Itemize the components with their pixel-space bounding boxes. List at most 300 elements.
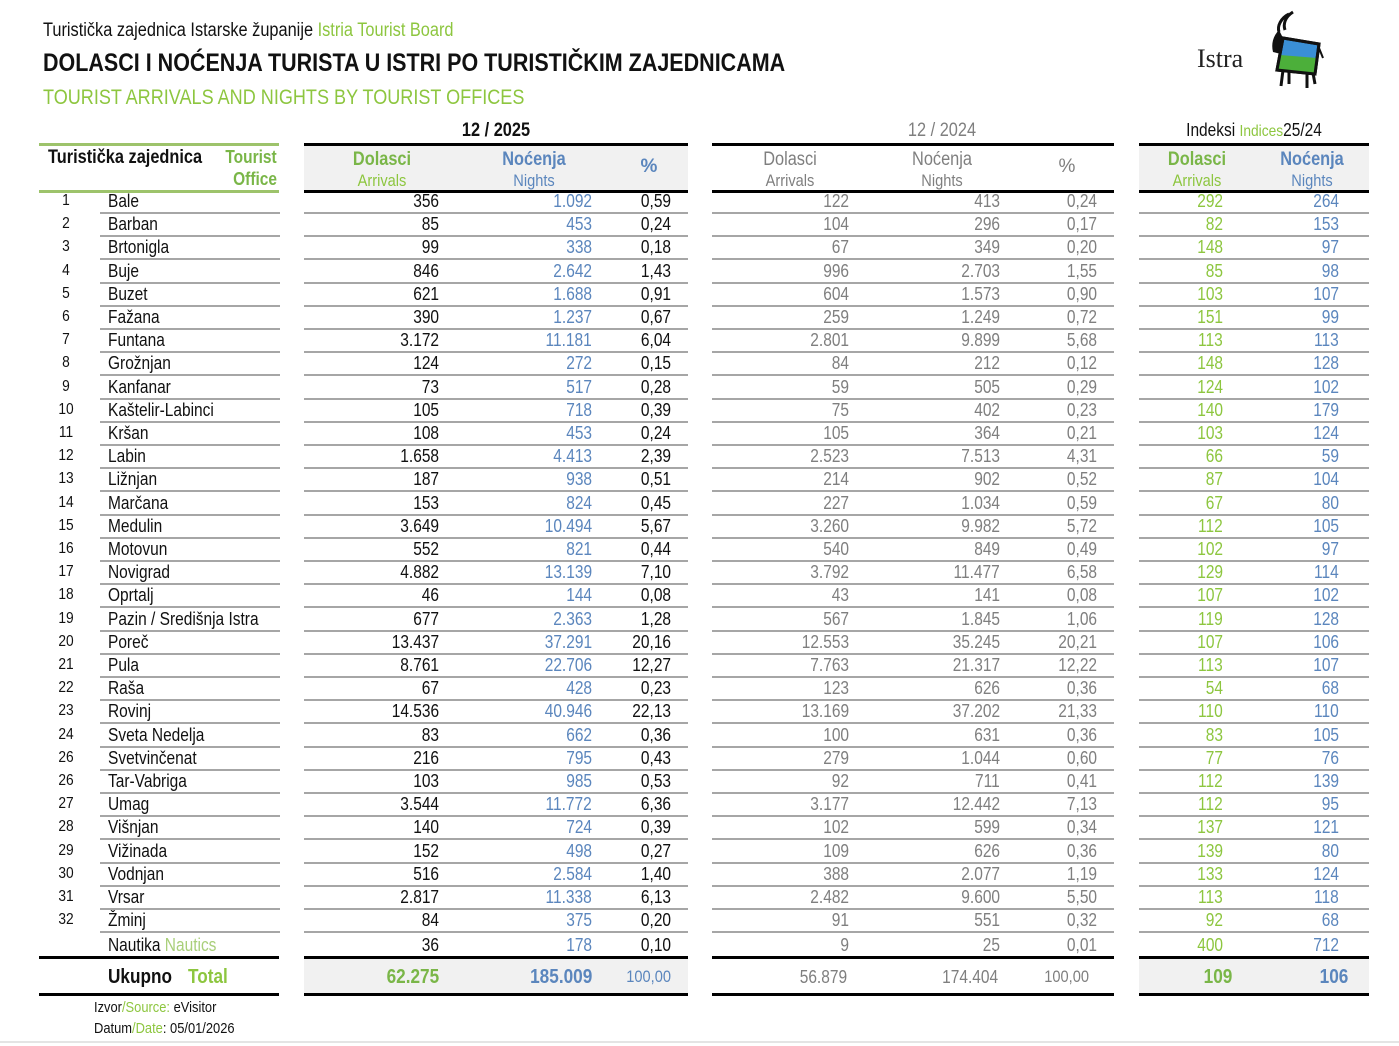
percent-2024: 21,33 bbox=[1058, 701, 1097, 722]
percent-2025: 0,23 bbox=[640, 678, 671, 699]
office-name: Pazin / Središnja Istra bbox=[108, 608, 259, 629]
nights-en: Nights bbox=[513, 171, 555, 190]
table-row bbox=[0, 399, 1399, 422]
row-number: 6 bbox=[62, 308, 70, 325]
office-header-en-1: Tourist bbox=[225, 147, 277, 167]
table-row bbox=[0, 608, 1399, 631]
row-number: 10 bbox=[58, 400, 74, 418]
arrivals-2025: 103 bbox=[413, 771, 439, 791]
table-row bbox=[0, 306, 1399, 329]
percent-2025: 0,27 bbox=[640, 840, 671, 861]
index-arrivals: 113 bbox=[1198, 887, 1223, 907]
office-name: Rovinj bbox=[108, 701, 152, 722]
percent-2024: 0,41 bbox=[1066, 771, 1097, 791]
date-value: 05/01/2026 bbox=[170, 1020, 235, 1037]
index-arrivals: 67 bbox=[1205, 492, 1223, 513]
table-row bbox=[0, 236, 1399, 259]
index-nights: 99 bbox=[1321, 307, 1339, 327]
index-nights: 139 bbox=[1313, 771, 1339, 791]
arrivals-2024: 84 bbox=[831, 353, 849, 374]
percent-2024: 0,49 bbox=[1066, 539, 1097, 559]
index-arrivals: 129 bbox=[1197, 562, 1223, 583]
row-number: 7 bbox=[62, 331, 70, 349]
percent-2024: 0,08 bbox=[1066, 585, 1097, 606]
table-row bbox=[0, 816, 1399, 839]
row-number: 28 bbox=[58, 818, 74, 836]
goat-logo-icon bbox=[1259, 8, 1329, 90]
percent-2024: 5,50 bbox=[1066, 887, 1097, 907]
office-name: Grožnjan bbox=[108, 353, 171, 374]
index-arrivals: 151 bbox=[1197, 307, 1223, 327]
arrivals-2025: 2.817 bbox=[400, 887, 439, 907]
organization-line bbox=[43, 20, 454, 42]
index-nights: 118 bbox=[1314, 887, 1339, 907]
organization-name-hr: Turistička zajednica Istarske županije bbox=[43, 20, 314, 41]
nights-2025: 2.363 bbox=[553, 608, 592, 629]
arrivals-hr-idx: Dolasci bbox=[1167, 149, 1227, 170]
arrivals-2025: 3.649 bbox=[400, 515, 439, 536]
nights-2025: 4.413 bbox=[553, 446, 592, 467]
arrivals-2024: 67 bbox=[831, 237, 849, 258]
row-number: 18 bbox=[58, 586, 74, 604]
total-index-arrivals: 109 bbox=[1203, 966, 1232, 988]
nights-2025: 718 bbox=[566, 399, 592, 420]
index-nights: 76 bbox=[1321, 747, 1339, 768]
nights-2024: 9.982 bbox=[961, 515, 1000, 536]
table-row bbox=[0, 492, 1399, 515]
nights-2025: 2.584 bbox=[553, 863, 592, 884]
percent-2025: 5,67 bbox=[640, 515, 671, 536]
nights-2025: 338 bbox=[566, 237, 592, 258]
index-nights: 105 bbox=[1313, 515, 1339, 536]
indices-label bbox=[1155, 120, 1353, 141]
index-arrivals: 292 bbox=[1197, 191, 1223, 211]
office-name: Pula bbox=[108, 655, 139, 675]
total-previous-box bbox=[712, 956, 1114, 996]
row-number: 8 bbox=[62, 354, 70, 372]
index-arrivals: 137 bbox=[1197, 817, 1223, 838]
index-arrivals: 103 bbox=[1197, 283, 1223, 304]
office-name: Tar-Vabriga bbox=[108, 771, 187, 791]
nights-2024: 141 bbox=[974, 585, 1000, 606]
table-row bbox=[0, 515, 1399, 538]
office-name: Poreč bbox=[108, 631, 149, 652]
row-number: 12 bbox=[58, 447, 74, 465]
percent-2024: 20,21 bbox=[1058, 631, 1097, 652]
total-percent-2024: 100,00 bbox=[1044, 967, 1089, 986]
indices-en: Indices bbox=[1239, 123, 1284, 140]
percent-2025: 1,28 bbox=[640, 608, 671, 629]
arrivals-2024: 3.792 bbox=[810, 562, 849, 583]
office-column-header bbox=[39, 143, 279, 193]
arrivals-hr-prev: Dolasci bbox=[763, 149, 817, 170]
arrivals-2025: 99 bbox=[421, 237, 439, 258]
percent-2024: 0,72 bbox=[1066, 307, 1097, 327]
nights-2024: 37.202 bbox=[952, 701, 1000, 722]
total-current-box bbox=[304, 956, 688, 996]
page-bottom-divider bbox=[0, 1041, 1399, 1043]
office-name: Vrsar bbox=[108, 887, 145, 907]
arrivals-2024: 109 bbox=[823, 840, 849, 861]
percent-2024: 0,20 bbox=[1066, 237, 1097, 258]
percent-2025: 0,24 bbox=[640, 214, 671, 235]
percent-2025: 0,39 bbox=[640, 399, 671, 420]
table-row bbox=[0, 213, 1399, 236]
percent-2025: 0,39 bbox=[640, 817, 671, 838]
office-name: Buje bbox=[108, 260, 139, 281]
index-arrivals: 148 bbox=[1197, 237, 1223, 258]
percent-2025: 0,18 bbox=[640, 237, 671, 258]
percent-2024: 0,23 bbox=[1066, 399, 1097, 420]
index-nights: 80 bbox=[1321, 492, 1339, 513]
row-divider bbox=[1139, 931, 1369, 933]
index-arrivals: 148 bbox=[1197, 353, 1223, 374]
arrivals-2024: 122 bbox=[823, 191, 849, 211]
percent-2025: 0,44 bbox=[640, 539, 671, 559]
organization-name-en: Istria Tourist Board bbox=[317, 20, 454, 41]
office-name: Žminj bbox=[108, 910, 146, 931]
row-number: 26 bbox=[58, 772, 74, 789]
index-nights: 107 bbox=[1313, 283, 1339, 304]
arrivals-2025: 846 bbox=[413, 260, 439, 281]
percent-2025: 0,36 bbox=[640, 724, 671, 745]
index-nights: 97 bbox=[1321, 539, 1339, 559]
nights-2024: 364 bbox=[974, 423, 1000, 443]
percent-2025: 20,16 bbox=[632, 631, 671, 652]
arrivals-2024: 91 bbox=[831, 910, 849, 931]
index-arrivals: 66 bbox=[1205, 446, 1223, 467]
arrivals-2024: 3.260 bbox=[810, 515, 849, 536]
index-arrivals: 83 bbox=[1205, 724, 1223, 745]
nights-2025: 37.291 bbox=[544, 631, 592, 652]
row-divider bbox=[304, 931, 688, 933]
total-arrivals-2025: 62.275 bbox=[386, 966, 439, 988]
index-arrivals: 110 bbox=[1198, 701, 1223, 722]
percent-2025: 0,59 bbox=[640, 191, 671, 211]
nights-2025: 11.181 bbox=[545, 330, 592, 351]
percent-2025: 0,53 bbox=[640, 771, 671, 791]
percent-2024: 7,13 bbox=[1066, 794, 1097, 815]
total-label-box bbox=[39, 956, 279, 996]
table-row bbox=[0, 677, 1399, 700]
nights-2025: 1.688 bbox=[553, 283, 592, 304]
nautics-hr: Nautika bbox=[108, 935, 161, 955]
arrivals-en: Arrivals bbox=[357, 171, 407, 190]
row-number: 19 bbox=[58, 609, 74, 627]
nights-2025: 985 bbox=[566, 771, 592, 791]
office-name: Fažana bbox=[108, 307, 160, 327]
row-number: 5 bbox=[62, 284, 70, 302]
nights-2025: 724 bbox=[566, 817, 592, 838]
arrivals-2024: 2.482 bbox=[810, 887, 849, 907]
source-en: Source bbox=[125, 999, 167, 1016]
total-nights-2025: 185.009 bbox=[529, 966, 592, 988]
percent-2025: 0,15 bbox=[640, 353, 671, 374]
row-number: 16 bbox=[58, 540, 74, 557]
indices-hr: Indeksi bbox=[1186, 120, 1236, 140]
arrivals-2024: 13.169 bbox=[801, 701, 849, 722]
index-arrivals: 77 bbox=[1205, 747, 1223, 768]
arrivals-header-indices bbox=[1147, 150, 1247, 190]
table-row bbox=[0, 793, 1399, 816]
index-nights: 59 bbox=[1321, 446, 1339, 467]
table-row bbox=[0, 909, 1399, 932]
nights-2024: 413 bbox=[974, 191, 1000, 211]
nights-hr-prev: Noćenja bbox=[912, 149, 972, 170]
index-nights: 68 bbox=[1321, 678, 1339, 699]
index-arrivals: 107 bbox=[1197, 585, 1223, 606]
percent-2025: 1,43 bbox=[640, 260, 671, 281]
index-nights: 68 bbox=[1321, 910, 1339, 931]
table-row bbox=[0, 422, 1399, 445]
percent-2024: 0,29 bbox=[1066, 376, 1097, 397]
percent-2025: 0,10 bbox=[640, 935, 671, 955]
office-name: Višnjan bbox=[108, 817, 159, 838]
nights-2024: 402 bbox=[974, 399, 1000, 420]
arrivals-2024: 227 bbox=[823, 492, 849, 513]
percent-2024: 0,52 bbox=[1066, 469, 1097, 490]
row-number: 32 bbox=[58, 911, 74, 929]
office-name: Buzet bbox=[108, 283, 148, 304]
row-number: 26 bbox=[58, 748, 74, 766]
arrivals-2024: 214 bbox=[823, 469, 849, 490]
nights-2025: 1.237 bbox=[553, 307, 592, 327]
arrivals-2024: 59 bbox=[831, 376, 849, 397]
nights-2025: 40.946 bbox=[544, 701, 592, 722]
arrivals-2025: 124 bbox=[413, 353, 439, 374]
arrivals-2024: 604 bbox=[823, 283, 849, 304]
total-arrivals-2024: 56.879 bbox=[799, 967, 847, 987]
percent-2024: 0,36 bbox=[1066, 724, 1097, 745]
total-label bbox=[108, 966, 234, 989]
percent-2024: 0,36 bbox=[1066, 840, 1097, 861]
index-nights: 102 bbox=[1313, 585, 1339, 606]
office-name: Raša bbox=[108, 678, 145, 699]
table-row bbox=[0, 631, 1399, 654]
nights-2024: 626 bbox=[974, 678, 1000, 699]
nights-2025: 11.338 bbox=[545, 887, 592, 907]
percent-2025: 7,10 bbox=[640, 562, 671, 583]
arrivals-2025: 84 bbox=[421, 910, 439, 931]
percent-2025: 0,28 bbox=[640, 376, 671, 397]
indices-ratio: 25/24 bbox=[1283, 120, 1322, 140]
index-nights: 98 bbox=[1321, 260, 1339, 281]
nights-en-prev: Nights bbox=[921, 171, 963, 190]
index-nights: 105 bbox=[1313, 724, 1339, 745]
nights-2024: 1.034 bbox=[961, 492, 1000, 513]
percent-header-previous: % bbox=[1058, 156, 1076, 177]
nights-2024: 631 bbox=[974, 724, 1000, 745]
arrivals-2024: 3.177 bbox=[810, 794, 849, 815]
row-divider bbox=[100, 931, 280, 933]
index-arrivals: 112 bbox=[1198, 515, 1223, 536]
row-number: 4 bbox=[62, 261, 70, 279]
nights-2025: 824 bbox=[566, 492, 592, 513]
arrivals-2025: 83 bbox=[421, 724, 439, 745]
office-name: Brtonigla bbox=[108, 237, 170, 258]
nights-header-indices bbox=[1263, 150, 1361, 190]
office-name: Funtana bbox=[108, 330, 165, 351]
table-row bbox=[0, 445, 1399, 468]
nights-2024: 551 bbox=[974, 910, 1000, 931]
nights-2024: 2.703 bbox=[961, 260, 1000, 281]
page-title: DOLASCI I NOĆENJA TURISTA U ISTRI PO TURISTIČKIM ZAJEDNICAMA bbox=[43, 49, 786, 77]
nights-2025: 662 bbox=[566, 724, 592, 745]
percent-2024: 0,36 bbox=[1066, 678, 1097, 699]
arrivals-hr: Dolasci bbox=[352, 149, 412, 170]
table-row bbox=[0, 700, 1399, 723]
source-value: eVisitor bbox=[173, 999, 217, 1016]
percent-2025: 6,04 bbox=[640, 330, 671, 351]
index-nights: 264 bbox=[1313, 191, 1339, 211]
nights-2024: 212 bbox=[974, 353, 1000, 374]
index-arrivals: 112 bbox=[1198, 771, 1223, 791]
index-arrivals: 124 bbox=[1197, 376, 1223, 397]
nights-2025: 10.494 bbox=[544, 515, 592, 536]
nights-2025: 1.092 bbox=[553, 191, 592, 211]
total-index-nights: 106 bbox=[1319, 966, 1348, 988]
nights-2024: 35.245 bbox=[952, 631, 1000, 652]
nights-2025: 821 bbox=[566, 539, 592, 559]
period-previous-text: 12 / 2024 bbox=[907, 120, 977, 141]
index-arrivals: 103 bbox=[1197, 423, 1223, 443]
arrivals-2025: 152 bbox=[413, 840, 439, 861]
nights-2025: 2.642 bbox=[553, 260, 592, 281]
source-note: Izvor/Source: eVisitor bbox=[94, 999, 217, 1016]
page-subtitle: TOURIST ARRIVALS AND NIGHTS BY TOURIST OFFICES bbox=[43, 86, 525, 109]
nights-2025: 795 bbox=[566, 747, 592, 768]
arrivals-2024: 92 bbox=[831, 771, 849, 791]
nights-2025: 517 bbox=[566, 376, 592, 397]
office-name: Svetvinčenat bbox=[108, 747, 197, 768]
index-nights: 80 bbox=[1321, 840, 1339, 861]
index-arrivals: 112 bbox=[1198, 794, 1223, 815]
arrivals-2024: 567 bbox=[823, 608, 849, 629]
percent-2025: 1,40 bbox=[640, 863, 671, 884]
arrivals-2025: 356 bbox=[413, 191, 439, 211]
nights-2025: 375 bbox=[566, 910, 592, 931]
office-name: Kaštelir-Labinci bbox=[108, 399, 214, 420]
arrivals-2025: 187 bbox=[413, 469, 439, 490]
index-nights: 113 bbox=[1314, 330, 1339, 351]
nights-2024: 505 bbox=[974, 376, 1000, 397]
index-arrivals: 107 bbox=[1197, 631, 1223, 652]
index-nights: 95 bbox=[1321, 794, 1339, 815]
percent-2024: 5,68 bbox=[1066, 330, 1097, 351]
nights-2024: 296 bbox=[974, 214, 1000, 235]
percent-2025: 0,24 bbox=[640, 423, 671, 443]
row-number: 17 bbox=[58, 563, 74, 581]
index-arrivals: 85 bbox=[1205, 260, 1223, 281]
total-nights-2024: 174.404 bbox=[942, 967, 998, 987]
period-previous-label bbox=[744, 120, 1140, 142]
table-row bbox=[0, 770, 1399, 793]
nights-en-idx: Nights bbox=[1291, 171, 1333, 190]
index-arrivals: 140 bbox=[1197, 399, 1223, 420]
arrivals-2025: 4.882 bbox=[400, 562, 439, 583]
table-row bbox=[0, 747, 1399, 770]
row-number: 15 bbox=[58, 516, 74, 534]
nights-2025: 13.139 bbox=[544, 562, 592, 583]
nights-2024: 25 bbox=[982, 935, 1000, 955]
index-nights: 121 bbox=[1313, 817, 1339, 838]
index-nights: 114 bbox=[1314, 562, 1339, 583]
arrivals-2024: 2.801 bbox=[810, 330, 849, 351]
index-nights: 107 bbox=[1313, 655, 1339, 675]
row-number: 3 bbox=[62, 238, 70, 256]
row-number: 11 bbox=[58, 424, 74, 441]
arrivals-2025: 3.172 bbox=[400, 330, 439, 351]
office-name: Ližnjan bbox=[108, 469, 158, 490]
date-en: Date bbox=[135, 1020, 163, 1037]
percent-2025: 6,36 bbox=[640, 794, 671, 815]
arrivals-2024: 123 bbox=[823, 678, 849, 699]
row-number: 29 bbox=[58, 841, 74, 859]
percent-2024: 0,21 bbox=[1066, 423, 1097, 443]
table-row bbox=[0, 561, 1399, 584]
row-number: 21 bbox=[58, 656, 74, 673]
nights-header-current bbox=[482, 150, 585, 190]
arrivals-2024: 9 bbox=[840, 935, 849, 955]
office-name: Oprtalj bbox=[108, 585, 154, 606]
percent-2024: 5,72 bbox=[1066, 515, 1097, 536]
percent-2024: 0,90 bbox=[1066, 283, 1097, 304]
nights-2024: 9.600 bbox=[961, 887, 1000, 907]
index-arrivals: 54 bbox=[1205, 678, 1223, 699]
table-row bbox=[0, 376, 1399, 399]
index-arrivals: 113 bbox=[1198, 655, 1223, 675]
office-name: Vižinada bbox=[108, 840, 168, 861]
index-nights: 97 bbox=[1321, 237, 1339, 258]
total-indices-box bbox=[1139, 956, 1369, 996]
index-arrivals: 87 bbox=[1205, 469, 1223, 490]
office-name: Kanfanar bbox=[108, 376, 171, 397]
percent-2024: 1,19 bbox=[1066, 863, 1097, 884]
percent-2024: 0,60 bbox=[1066, 747, 1097, 768]
arrivals-2024: 12.553 bbox=[801, 631, 849, 652]
arrivals-2025: 216 bbox=[413, 747, 439, 768]
nights-2025: 428 bbox=[566, 678, 592, 699]
index-arrivals: 113 bbox=[1198, 330, 1223, 351]
percent-2024: 0,01 bbox=[1066, 935, 1097, 955]
table-row bbox=[0, 724, 1399, 747]
arrivals-2024: 259 bbox=[823, 307, 849, 327]
office-header-hr: Turistička zajednica bbox=[48, 147, 203, 168]
percent-2024: 0,59 bbox=[1066, 492, 1097, 513]
row-number: 30 bbox=[58, 864, 74, 882]
percent-2024: 12,22 bbox=[1058, 655, 1097, 675]
arrivals-2025: 108 bbox=[413, 423, 439, 443]
percent-2024: 6,58 bbox=[1066, 562, 1097, 583]
row-number: 31 bbox=[58, 888, 74, 905]
arrivals-2025: 677 bbox=[413, 608, 439, 629]
period-current-label: 12 / 2025 bbox=[461, 120, 531, 141]
index-arrivals: 92 bbox=[1205, 910, 1223, 931]
arrivals-2025: 46 bbox=[421, 585, 439, 606]
row-number: 13 bbox=[58, 470, 74, 488]
index-nights: 128 bbox=[1313, 353, 1339, 374]
arrivals-2024: 43 bbox=[831, 585, 849, 606]
office-name: Bale bbox=[108, 191, 139, 211]
source-hr: Izvor bbox=[94, 999, 122, 1016]
index-nights: 128 bbox=[1313, 608, 1339, 629]
percent-2025: 0,91 bbox=[640, 283, 671, 304]
row-number: 22 bbox=[58, 679, 74, 697]
office-name: Kršan bbox=[108, 423, 149, 443]
percent-2025: 2,39 bbox=[640, 446, 671, 467]
arrivals-2025: 140 bbox=[413, 817, 439, 838]
nights-header-previous bbox=[890, 150, 993, 190]
